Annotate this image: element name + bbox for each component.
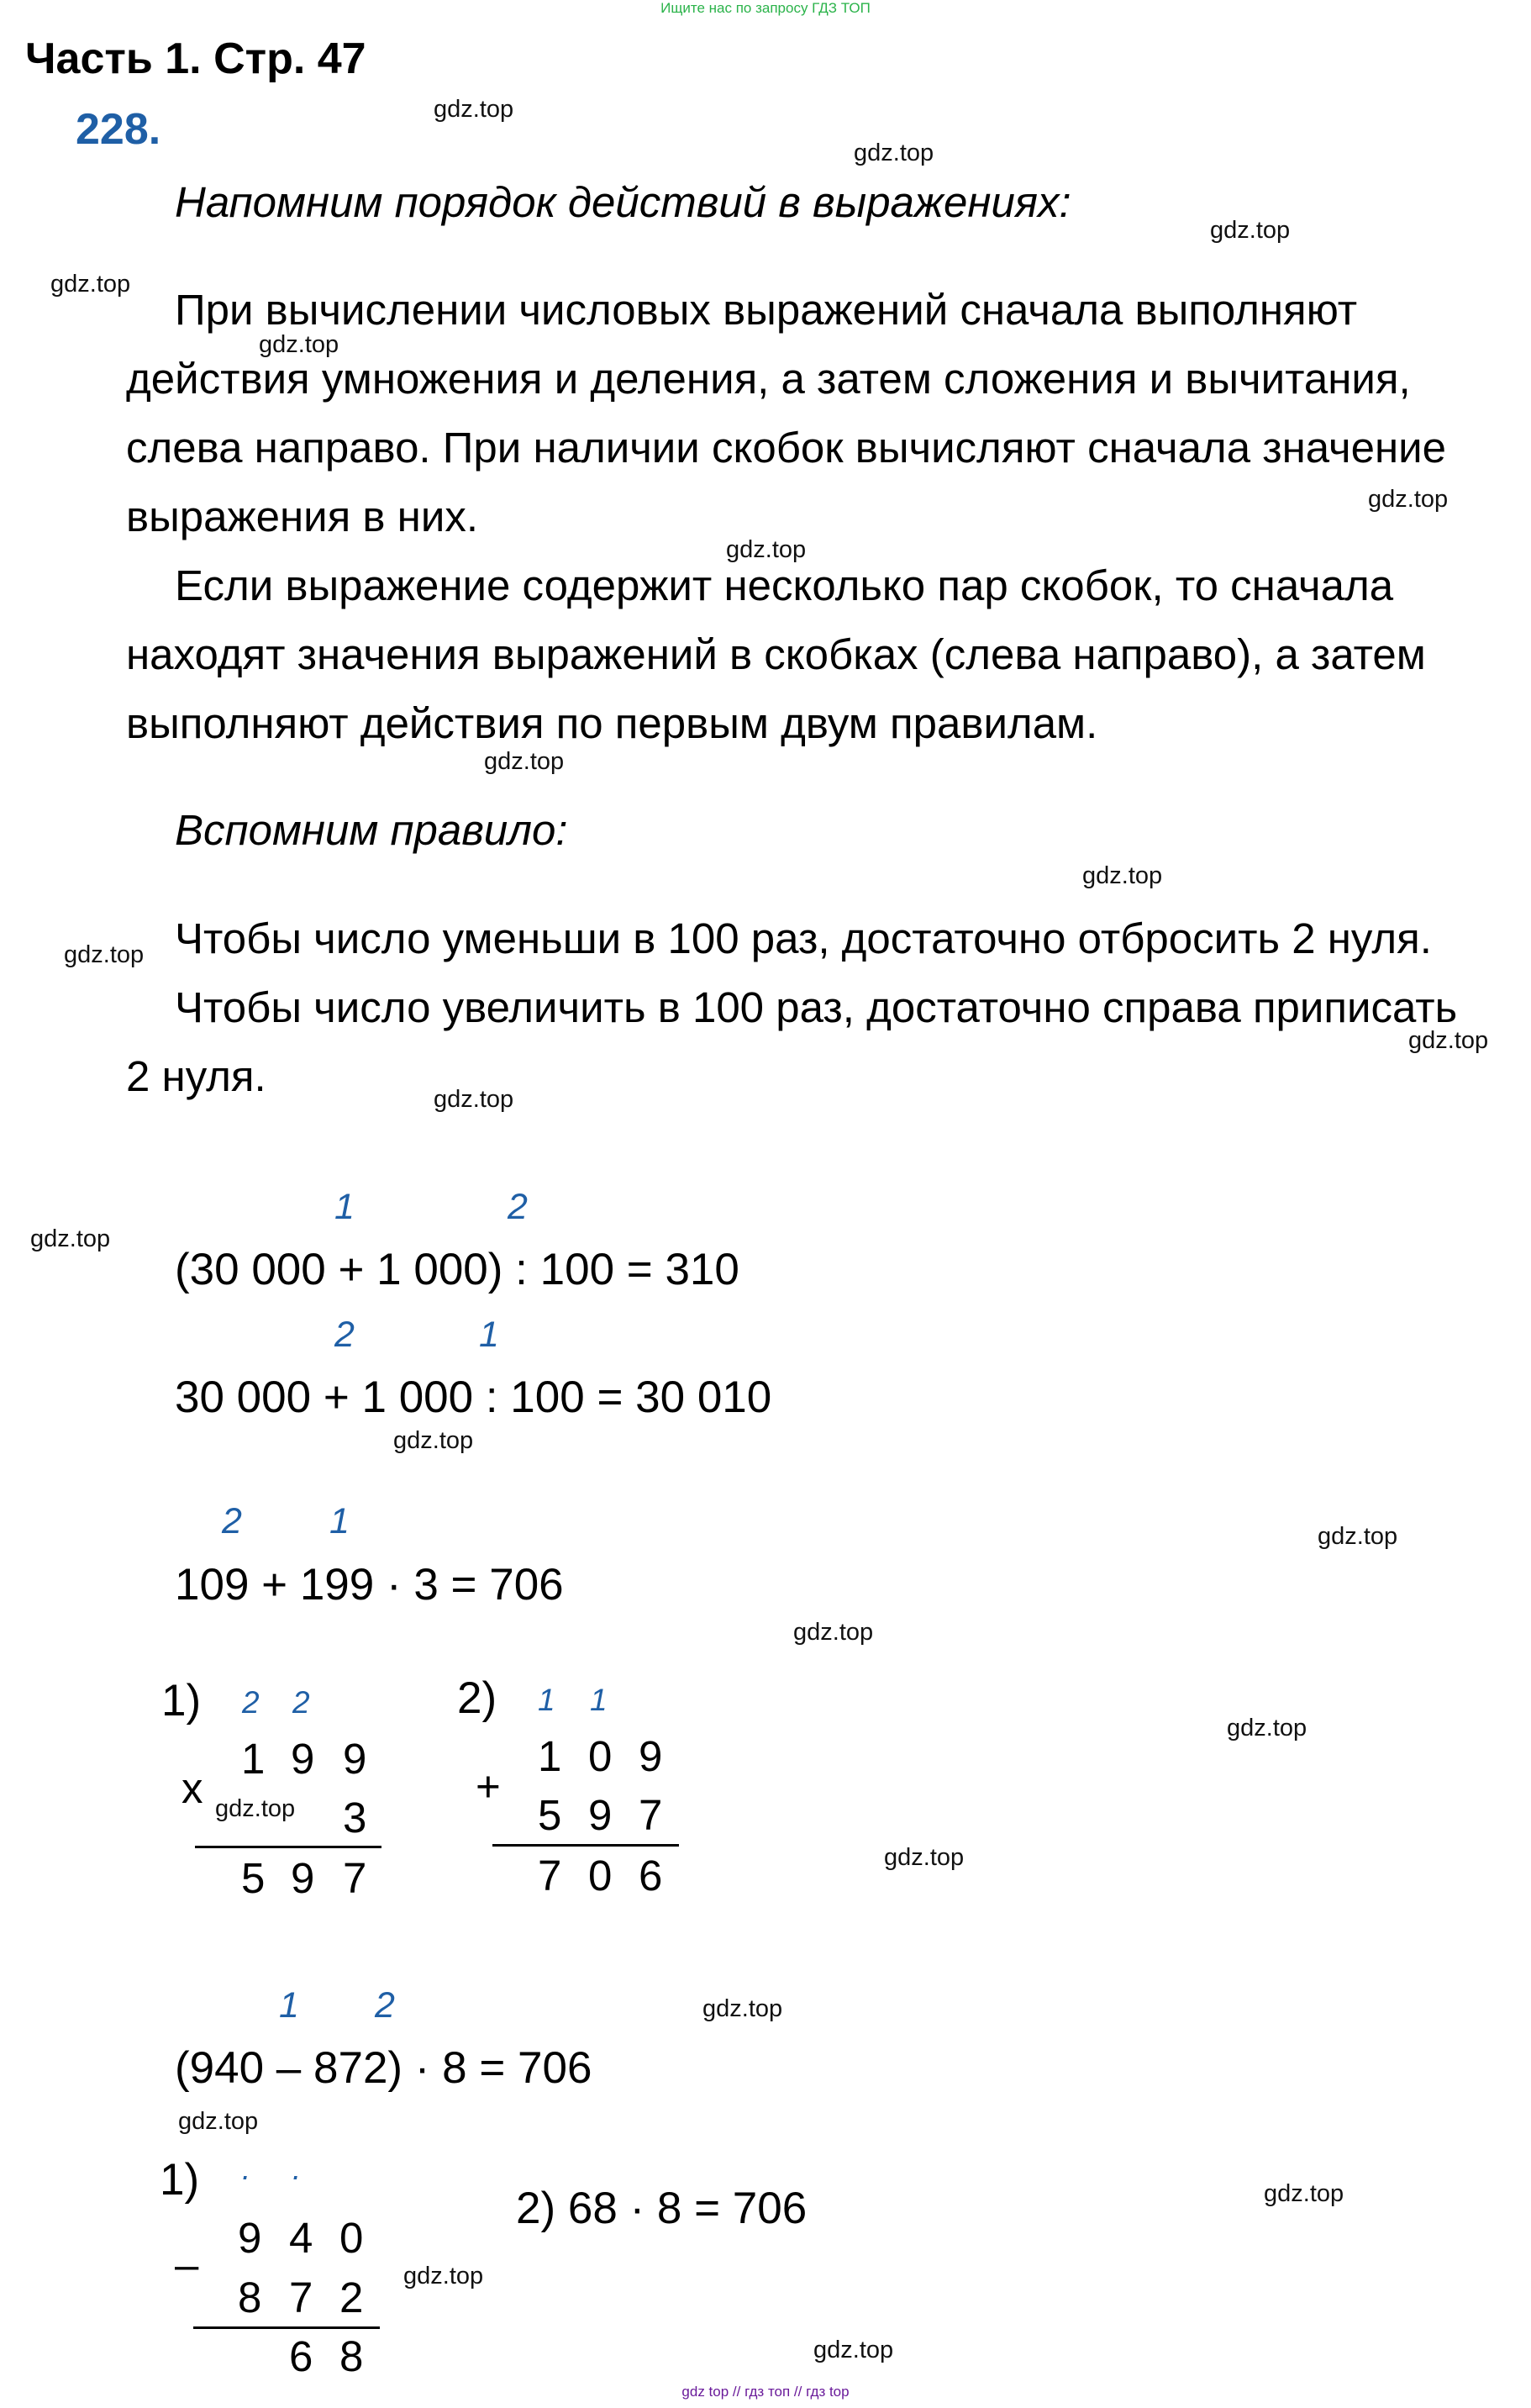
add-digit: 9 — [588, 1791, 613, 1839]
watermark: gdz.top — [1318, 1523, 1398, 1550]
recall-heading: Вспомним правило: — [175, 806, 568, 854]
watermark: gdz.top — [403, 2263, 484, 2289]
expression-4: (940 – 872) · 8 = 706 — [175, 2043, 592, 2093]
watermark: gdz.top — [1368, 486, 1449, 513]
sub-digit: 2 — [339, 2274, 364, 2321]
task-number: 228. — [76, 105, 161, 154]
sub-digit: 0 — [339, 2214, 364, 2262]
watermark: gdz.top — [1227, 1715, 1307, 1741]
sub-borrow-dot: . — [242, 2152, 251, 2186]
sub-rule — [193, 2326, 380, 2329]
watermark: gdz.top — [854, 140, 934, 166]
watermark: gdz.top — [702, 1995, 783, 2022]
watermark: gdz.top — [64, 941, 145, 968]
mult-result-digit: 7 — [343, 1854, 367, 1902]
mult-digit: 9 — [343, 1735, 367, 1783]
sub-borrow-dot: . — [292, 2152, 302, 2186]
add-digit: 5 — [538, 1791, 562, 1839]
footer-links[interactable]: gdz top // гдз топ // гдз top — [681, 2384, 850, 2400]
mult-label: 1) — [161, 1676, 202, 1726]
add-digit: 9 — [639, 1732, 663, 1780]
watermark: gdz.top — [726, 536, 807, 563]
top-banner[interactable]: Ищите нас по запросу ГДЗ ТОП — [660, 0, 871, 16]
sub-result-digit: 6 — [289, 2332, 313, 2380]
add-carry: 1 — [538, 1683, 555, 1717]
e4-order-1: 1 — [279, 1985, 299, 2026]
expression-1: (30 000 + 1 000) : 100 = 310 — [175, 1245, 739, 1294]
rule1-line2: действия умножения и деления, а затем сложения и вычитания, — [126, 355, 1411, 403]
watermark: gdz.top — [813, 2337, 894, 2363]
watermark: gdz.top — [434, 96, 514, 123]
add-digit: 0 — [588, 1732, 613, 1780]
sub-label: 1) — [160, 2155, 200, 2205]
multiply-sign: x — [182, 1764, 203, 1812]
mult-rule — [195, 1846, 381, 1848]
watermark: gdz.top — [1264, 2180, 1344, 2207]
mult-digit: 3 — [343, 1794, 367, 1842]
add-carry: 1 — [590, 1683, 608, 1717]
watermark: gdz.top — [1210, 217, 1291, 244]
add-digit: 7 — [639, 1791, 663, 1839]
watermark: gdz.top — [434, 1086, 514, 1113]
watermark: gdz.top — [50, 271, 131, 298]
sub-digit: 4 — [289, 2214, 313, 2262]
watermark: gdz.top — [178, 2108, 259, 2135]
minus-sign: – — [175, 2241, 199, 2289]
rule2-line1: Если выражение содержит несколько пар скобок, то сначала — [175, 561, 1394, 609]
rule2-line3: выполняют действия по первым двум правилам. — [126, 699, 1098, 747]
watermark: gdz.top — [30, 1225, 111, 1252]
mult-result-digit: 5 — [241, 1854, 266, 1902]
e1-order-1: 1 — [334, 1187, 355, 1227]
mult-result-digit: 9 — [291, 1854, 315, 1902]
recall-line3: 2 нуля. — [126, 1052, 266, 1100]
add-label: 2) — [457, 1673, 497, 1723]
mult-carry: 2 — [292, 1685, 310, 1720]
e1-order-2: 2 — [508, 1187, 528, 1227]
expression-3: 109 + 199 · 3 = 706 — [175, 1560, 564, 1610]
expression-2: 30 000 + 1 000 : 100 = 30 010 — [175, 1373, 772, 1422]
watermark: gdz.top — [393, 1427, 474, 1454]
mult-digit: 1 — [241, 1735, 266, 1783]
sub-digit: 8 — [238, 2274, 262, 2321]
rule1-line3: слева направо. При наличии скобок вычисляют сначала значение — [126, 424, 1446, 472]
e3-order-2: 2 — [222, 1501, 242, 1541]
add-result-digit: 6 — [639, 1852, 663, 1900]
add-digit: 1 — [538, 1732, 562, 1780]
add-rule — [492, 1844, 679, 1847]
rule1-line1: При вычислении числовых выражений сначала выполняют — [175, 286, 1358, 334]
e2-order-2: 2 — [334, 1315, 355, 1355]
mult-carry: 2 — [242, 1685, 260, 1720]
sub-result-digit: 8 — [339, 2332, 364, 2380]
page-title: Часть 1. Стр. 47 — [25, 34, 366, 83]
step-2-multiplication: 2) 68 · 8 = 706 — [516, 2184, 808, 2233]
watermark: gdz.top — [484, 748, 565, 775]
add-result-digit: 0 — [588, 1852, 613, 1900]
watermark: gdz.top — [793, 1619, 874, 1646]
add-result-digit: 7 — [538, 1852, 562, 1900]
watermark: gdz.top — [1082, 862, 1163, 889]
rule2-line2: находят значения выражений в скобках (слева направо), а затем — [126, 630, 1426, 678]
watermark: gdz.top — [884, 1844, 965, 1871]
watermark: gdz.top — [259, 331, 339, 358]
e4-order-2: 2 — [375, 1985, 395, 2026]
watermark: gdz.top — [215, 1795, 296, 1822]
sub-digit: 9 — [238, 2214, 262, 2262]
e2-order-1: 1 — [479, 1315, 499, 1355]
recall-line1: Чтобы число уменьши в 100 раз, достаточно отбросить 2 нуля. — [175, 914, 1432, 962]
mult-digit: 9 — [291, 1735, 315, 1783]
theory-heading: Напомним порядок действий в выражениях: — [175, 178, 1071, 226]
recall-line2: Чтобы число увеличить в 100 раз, достаточно справа приписать — [175, 983, 1458, 1031]
plus-sign: + — [476, 1763, 501, 1810]
rule1-line4: выражения в них. — [126, 493, 478, 540]
e3-order-1: 1 — [329, 1501, 350, 1541]
watermark: gdz.top — [1408, 1027, 1489, 1054]
sub-digit: 7 — [289, 2274, 313, 2321]
